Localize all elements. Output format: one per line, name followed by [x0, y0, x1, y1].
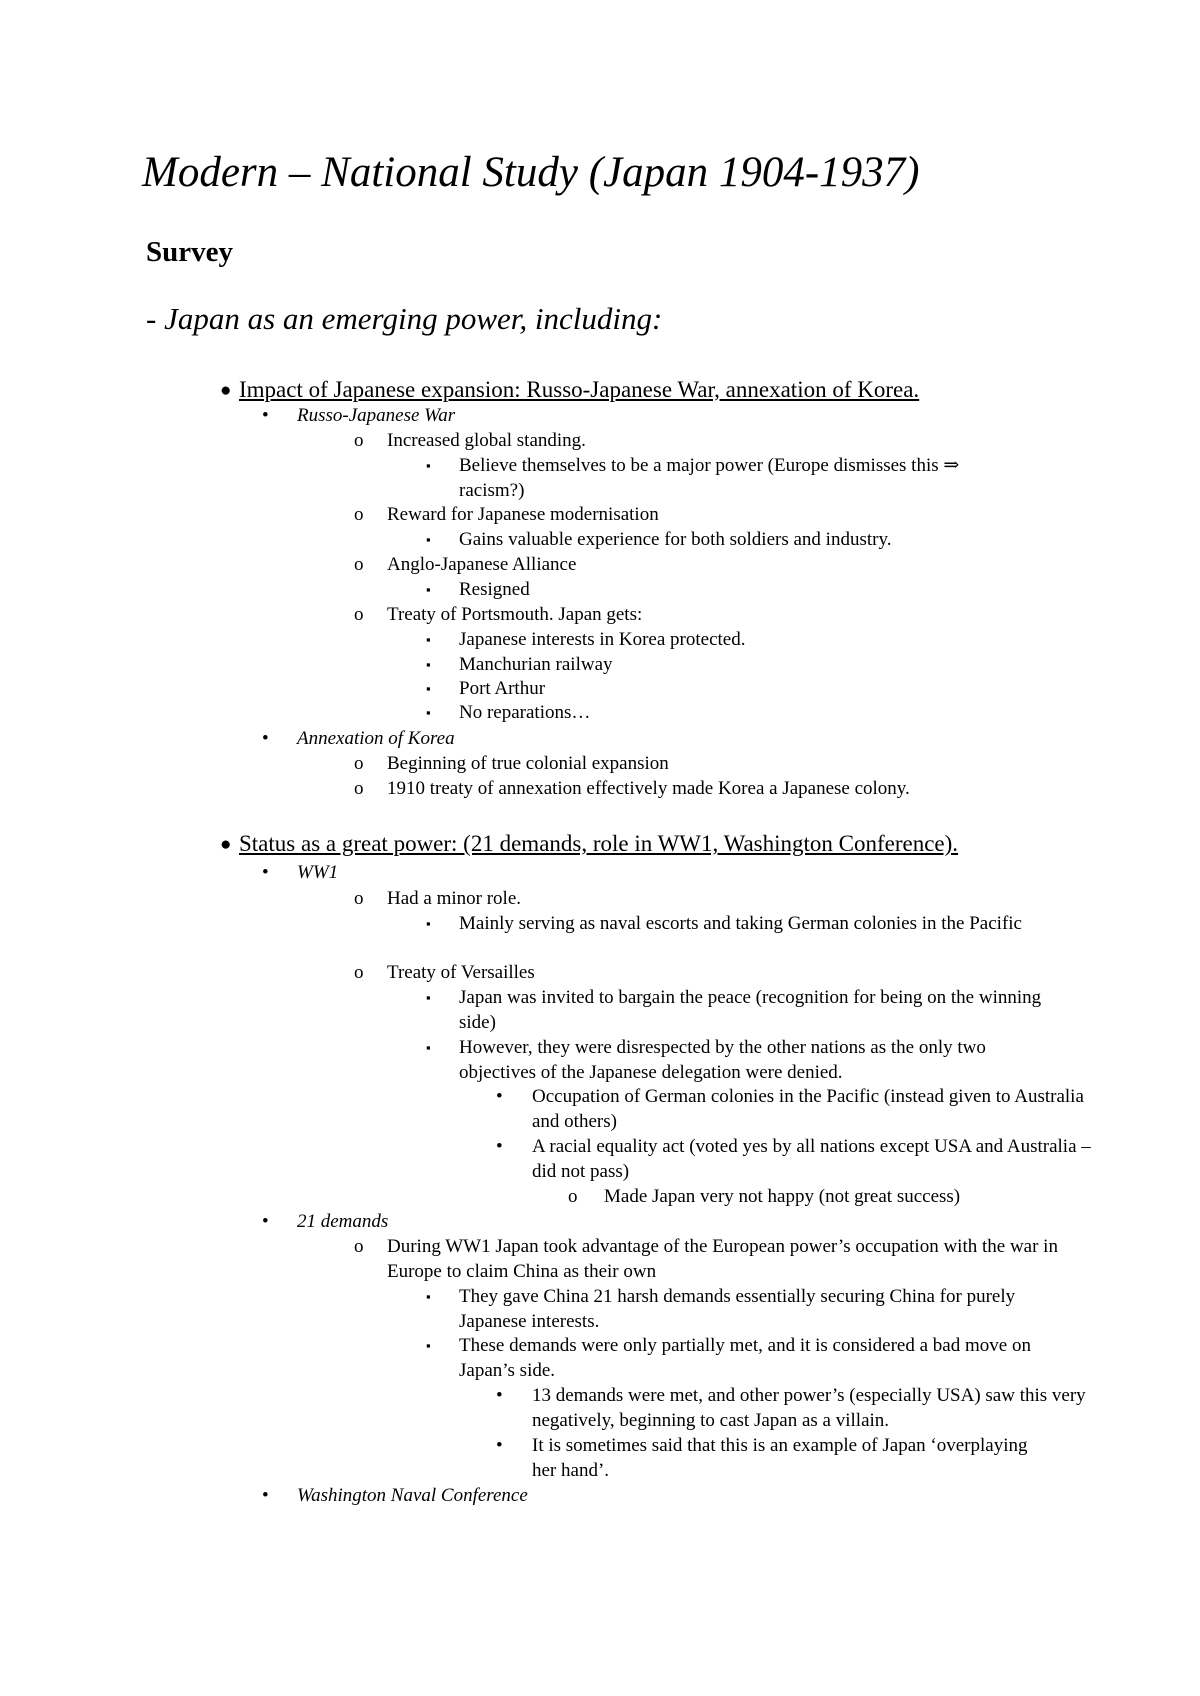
- detail-text: Japanese interests in Korea protected.: [459, 629, 746, 650]
- square-bullet-icon: ▪: [426, 458, 431, 473]
- circle-bullet-icon: o: [354, 430, 364, 451]
- detail-text: However, they were disrespected by the other nations as the only two objectives of the Japanese delegation were denied.: [459, 1037, 986, 1083]
- circle-bullet-icon: o: [354, 962, 364, 983]
- point-item: [354, 552, 576, 577]
- filled-circle-bullet-icon: ●: [220, 380, 232, 401]
- square-bullet-icon: ▪: [426, 1338, 431, 1353]
- bullet-dot-icon: •: [262, 1485, 269, 1506]
- square-bullet-icon: ▪: [426, 657, 431, 672]
- square-bullet-icon: ▪: [426, 990, 431, 1005]
- detail-item: [426, 527, 891, 552]
- note-text: It is sometimes said that this is an example of Japan ‘overplaying her hand’.: [532, 1435, 1028, 1481]
- point-item: [354, 886, 521, 911]
- detail-text: Resigned: [459, 579, 530, 600]
- detail-text: Believe themselves to be a major power (Europe dismisses this ⇒ racism?): [459, 455, 960, 501]
- point-item: [354, 751, 669, 776]
- circle-bullet-icon: o: [354, 554, 364, 575]
- point-text: Had a minor role.: [387, 888, 522, 909]
- sub-note-text: Made Japan very not happy (not great success): [604, 1186, 961, 1207]
- subtopic-item: [262, 1209, 388, 1234]
- circle-bullet-icon: o: [354, 778, 364, 799]
- bullet-dot-icon: •: [262, 862, 269, 883]
- subtopic-item: [262, 403, 455, 428]
- point-text: During WW1 Japan took advantage of the European power’s occupation with the war in Europe to claim China as their own: [387, 1236, 1058, 1282]
- topic-item: [220, 376, 919, 404]
- note-text: Occupation of German colonies in the Pacific (instead given to Australia and others): [532, 1086, 1084, 1132]
- subheading: - Japan as an emerging power, including:: [146, 301, 663, 336]
- square-bullet-icon: ▪: [426, 582, 431, 597]
- point-item: [354, 960, 535, 985]
- detail-text: They gave China 21 harsh demands essentially securing China for purely Japanese interests.: [459, 1286, 1016, 1332]
- note-item: [496, 1084, 1092, 1134]
- note-text: 13 demands were met, and other power’s (especially USA) saw this very negatively, beginning to cast Japan as a villain.: [532, 1385, 1086, 1431]
- detail-text: No reparations…: [459, 702, 591, 723]
- topic-label: Impact of Japanese expansion: Russo-Japanese War, annexation of Korea.: [239, 377, 920, 402]
- square-bullet-icon: ▪: [426, 1289, 431, 1304]
- subtopic-item: [262, 1483, 528, 1508]
- square-bullet-icon: ▪: [426, 532, 431, 547]
- detail-item: [426, 577, 530, 602]
- circle-bullet-icon: o: [354, 1236, 364, 1257]
- detail-item: [426, 652, 613, 677]
- page-title: Modern – National Study (Japan 1904-1937): [142, 149, 920, 196]
- section-heading: Survey: [146, 236, 233, 268]
- detail-item: [426, 700, 590, 725]
- circle-bullet-icon: o: [354, 753, 364, 774]
- point-text: Beginning of true colonial expansion: [387, 753, 669, 774]
- detail-text: Manchurian railway: [459, 654, 613, 675]
- subtopic-label: Washington Naval Conference: [297, 1485, 528, 1506]
- square-bullet-icon: ▪: [426, 632, 431, 647]
- circle-bullet-icon: o: [354, 504, 364, 525]
- note-item: [496, 1383, 1092, 1433]
- subtopic-item: [262, 726, 455, 751]
- square-bullet-icon: ▪: [426, 1040, 431, 1055]
- point-text: Increased global standing.: [387, 430, 586, 451]
- point-item: [354, 502, 659, 527]
- point-item: [354, 602, 642, 627]
- bullet-dot-icon: •: [496, 1435, 503, 1456]
- bullet-dot-icon: •: [496, 1385, 503, 1406]
- detail-item: [426, 453, 1024, 503]
- detail-item: [426, 627, 745, 652]
- point-item: [354, 776, 910, 801]
- bullet-dot-icon: •: [262, 1211, 269, 1232]
- circle-bullet-icon: o: [568, 1186, 578, 1207]
- topic-item: [220, 830, 958, 858]
- point-item: [354, 428, 586, 453]
- detail-item: [426, 1333, 1049, 1383]
- subtopic-label: 21 demands: [297, 1211, 389, 1232]
- point-item: [354, 1234, 1067, 1284]
- detail-item: [426, 911, 1024, 936]
- detail-text: Gains valuable experience for both soldiers and industry.: [459, 529, 892, 550]
- detail-text: Japan was invited to bargain the peace (recognition for being on the winning side): [459, 987, 1042, 1033]
- detail-item: [426, 676, 545, 701]
- note-item: [496, 1433, 1032, 1483]
- point-text: Treaty of Portsmouth. Japan gets:: [387, 604, 643, 625]
- detail-text: Mainly serving as naval escorts and taking German colonies in the Pacific: [459, 913, 1022, 934]
- circle-bullet-icon: o: [354, 604, 364, 625]
- subtopic-item: [262, 860, 338, 885]
- note-text: A racial equality act (voted yes by all nations except USA and Australia – did not pass): [532, 1136, 1091, 1182]
- point-text: Treaty of Versailles: [387, 962, 535, 983]
- detail-item: [426, 985, 1049, 1035]
- subtopic-label: WW1: [297, 862, 339, 883]
- square-bullet-icon: ▪: [426, 681, 431, 696]
- detail-text: These demands were only partially met, and it is considered a bad move on Japan’s side.: [459, 1335, 1031, 1381]
- filled-circle-bullet-icon: ●: [220, 834, 232, 855]
- point-text: Anglo-Japanese Alliance: [387, 554, 577, 575]
- bullet-dot-icon: •: [262, 728, 269, 749]
- detail-text: Port Arthur: [459, 678, 546, 699]
- subtopic-label: Russo-Japanese War: [297, 405, 456, 426]
- note-item: [496, 1134, 1097, 1184]
- topic-label: Status as a great power: (21 demands, role in WW1, Washington Conference).: [239, 831, 959, 856]
- bullet-dot-icon: •: [496, 1136, 503, 1157]
- detail-item: [426, 1035, 1049, 1085]
- point-text: Reward for Japanese modernisation: [387, 504, 659, 525]
- bullet-dot-icon: •: [262, 405, 269, 426]
- detail-item: [426, 1284, 1049, 1334]
- square-bullet-icon: ▪: [426, 705, 431, 720]
- subtopic-label: Annexation of Korea: [297, 728, 455, 749]
- point-text: 1910 treaty of annexation effectively made Korea a Japanese colony.: [387, 778, 910, 799]
- circle-bullet-icon: o: [354, 888, 364, 909]
- bullet-dot-icon: •: [496, 1086, 503, 1107]
- sub-note-item: [568, 1184, 960, 1209]
- square-bullet-icon: ▪: [426, 916, 431, 931]
